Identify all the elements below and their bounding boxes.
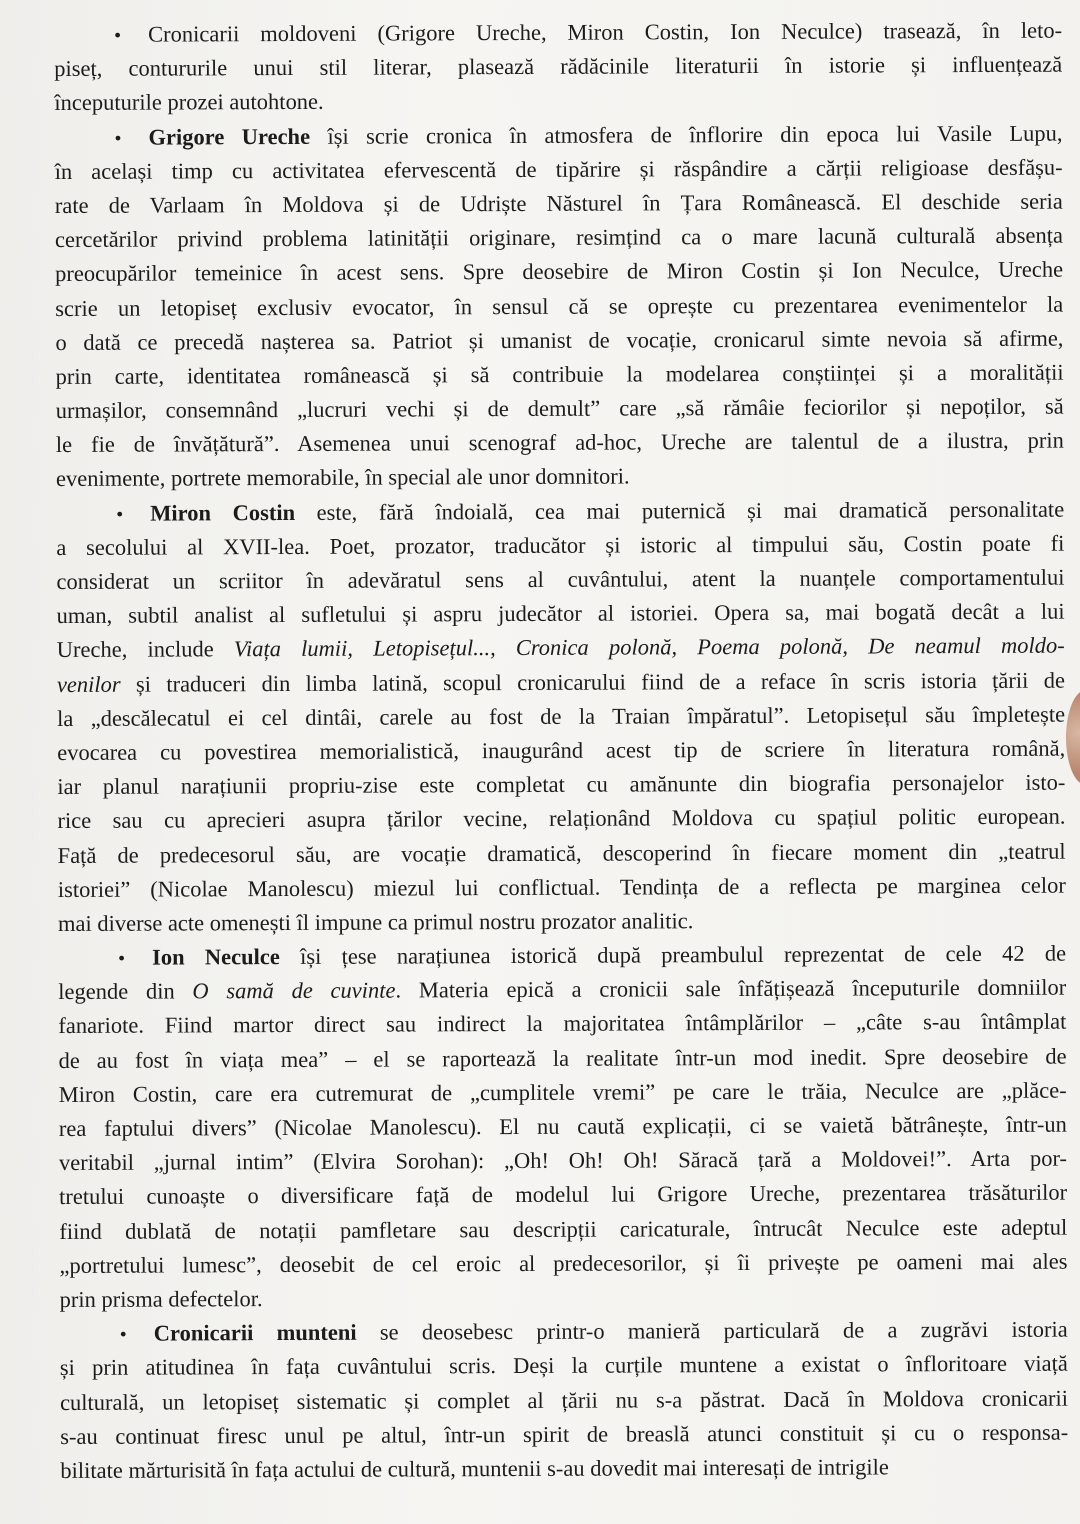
text-line	[56, 526, 1064, 565]
text-line	[60, 1415, 1068, 1454]
text-segment: și prin atitudinea în fața cuvântului scris. Deși la curțile muntene a existat o înfloritoare viață	[59, 1350, 1068, 1381]
text-segment: rate de Varlaam în Moldova și de Udriște Năsturel în Țara Românească. El deschide seria	[54, 188, 1063, 218]
bullet-icon: •	[114, 127, 122, 150]
document-page	[54, 14, 1068, 1488]
text-segment: este, fără îndoială, cea mai puternică și mai dramatică personalitate	[295, 496, 1065, 525]
text-segment: își țese narațiunea istorică după preambulul reprezentat de cele 42 de	[279, 940, 1067, 970]
finger-holding-page	[1066, 690, 1080, 785]
text-line	[58, 868, 1066, 907]
text-line	[58, 834, 1066, 873]
text-line	[60, 1381, 1068, 1420]
text-line	[58, 937, 1066, 976]
text-segment: le fie de învățătură”. Asemenea unui scenograf ad-hoc, Ureche are talentul de a ilustra, prin	[55, 427, 1064, 458]
text-line	[56, 458, 1064, 497]
text-line	[59, 1073, 1067, 1112]
bullet-icon: •	[114, 24, 122, 47]
text-segment: la „descălecatul ei cel dintâi, carele au fost de la Traian împăratul”. Letopisețul său împletește	[57, 701, 1066, 731]
paragraph	[60, 1313, 1069, 1488]
text-line	[56, 492, 1064, 531]
italic-title: Viața lumii, Letopisețul..., Cronica polonă, Poema polonă, De neamul moldo-	[233, 632, 1065, 662]
text-line	[58, 1005, 1066, 1044]
text-segment: se deosebesc printr-o manieră particulară de a zugrăvi istoria	[356, 1316, 1068, 1345]
text-line	[55, 321, 1063, 360]
text-segment: evocarea cu povestirea memorialistică, inaugurând acest tip de scriere în literatura română,	[57, 735, 1066, 765]
text-segment: prin carte, identitatea românească și să contribuie la modelarea conștiinței și a moralității	[55, 359, 1064, 389]
text-segment: Ureche, include	[56, 636, 234, 663]
text-segment: Miron Costin, care era cutremurat de „cumplitele vremi” pe care le trăia, Neculce are „plăce-	[58, 1077, 1067, 1107]
text-line	[58, 902, 1066, 941]
text-line	[58, 971, 1066, 1010]
text-segment: fiind dublată de notații pamfletare sau descripții caricaturale, întrucât Neculce este adeptul	[59, 1214, 1068, 1244]
text-segment: piseț, contururile unui stil literar, plasează rădăcinile literaturii în istorie și influențează	[54, 51, 1063, 82]
text-segment: istoriei” (Nicolae Manolescu) miezul lui conflictual. Tendința de a reflecta pe marginea celor	[57, 872, 1066, 902]
text-segment: a secolului al XVII-lea. Poet, prozator, traducător și istoric al timpului său, Costin poate fi	[56, 530, 1065, 560]
text-line	[60, 1313, 1068, 1352]
text-line	[54, 14, 1062, 53]
text-line	[59, 1108, 1067, 1147]
text-segment: mai diverse acte omenești îl impune ca primul nostru prozator analitic.	[57, 908, 694, 936]
text-segment: iar planul narațiunii propriu-zise este completat cu amănunte din biografia personajelor isto-	[57, 769, 1066, 800]
text-line	[54, 116, 1062, 155]
text-segment: în același timp cu activitatea efervescentă de tipărire și răspândire a cărții religioase desfășu-	[54, 154, 1063, 184]
text-segment: își scrie cronica în atmosfera de înflorire din epoca lui Vasile Lupu,	[309, 120, 1063, 149]
bold-lead-term: Ion Neculce	[152, 944, 280, 970]
text-segment: de au fost în viața mea” – el se raportează la realitate într-un mod inedit. Spre deosebire de	[58, 1043, 1067, 1073]
paragraph	[54, 116, 1064, 496]
paragraph	[56, 492, 1066, 941]
text-segment: s-au continuat firesc unul pe altul, într-un spirit de breaslă atunci constituit și cu o responsa-	[60, 1419, 1069, 1449]
text-line	[60, 1449, 1068, 1488]
text-segment: culturală, un letopiseț sistematic și complet al țării nu s-a păstrat. Dacă în Moldova cronicarii	[59, 1385, 1069, 1415]
bold-lead-term: Grigore Ureche	[148, 123, 311, 150]
text-segment: legende din	[58, 978, 193, 1005]
text-line	[56, 561, 1064, 600]
text-line	[59, 1244, 1067, 1283]
text-line	[60, 1279, 1068, 1318]
text-segment: scrie un letopiseț exclusiv evocator, în sensul că se oprește cu prezentarea evenimentelor la	[55, 291, 1064, 321]
text-line	[57, 629, 1065, 668]
text-line	[57, 697, 1065, 736]
text-line	[55, 287, 1063, 326]
text-line	[57, 766, 1065, 805]
text-line	[55, 355, 1063, 394]
text-segment: Față de predecesorul său, are vocație dramatică, descoperind în fiecare moment din „teatrul	[57, 838, 1066, 868]
text-segment: urmașilor, consemnând „lucruri vechi și de demult” care „să rămâie feciorilor și nepoților, să	[55, 393, 1064, 424]
bullet-icon: •	[118, 947, 126, 970]
text-line	[59, 1142, 1067, 1181]
text-line	[54, 82, 1062, 121]
text-line	[56, 424, 1064, 463]
bullet-icon: •	[116, 503, 124, 526]
italic-title: venilor	[56, 671, 121, 697]
text-line	[57, 800, 1065, 839]
text-segment: o dată ce precedă nașterea sa. Patriot și umanist de vocație, cronicarul simte nevoia să afirme,	[55, 325, 1064, 355]
text-segment: evenimente, portrete memorabile, în special ale unor domnitori.	[55, 463, 630, 492]
text-line	[55, 185, 1063, 224]
text-line	[55, 253, 1063, 292]
text-line	[57, 595, 1065, 634]
paragraph	[58, 937, 1068, 1317]
italic-title: O samă de cuvinte	[192, 977, 396, 1004]
text-segment: „portretului lumesc”, deosebit de cel eroic al predecesorilor, și îi privește pe oameni mai ales	[59, 1248, 1068, 1278]
text-segment: . Materia epică a cronicii sale înfățișează începuturile domniilor	[395, 974, 1067, 1003]
text-line	[55, 150, 1063, 189]
text-segment: prin prisma defectelor.	[59, 1286, 263, 1312]
text-line	[54, 48, 1062, 87]
paragraph	[54, 14, 1062, 121]
text-line	[56, 390, 1064, 429]
text-line	[55, 219, 1063, 258]
text-line	[59, 1210, 1067, 1249]
text-segment: uman, subtil analist al sufletului și aspru judecător al istoriei. Opera sa, mai bogată decât a lui	[56, 598, 1065, 629]
text-segment: fanariote. Fiind martor direct sau indirect la majoritatea întâmplărilor – „câte s-au întâmplat	[58, 1009, 1067, 1039]
text-segment: preocupărilor temeinice în acest sens. Spre deosebire de Miron Costin și Ion Neculce, Ureche	[55, 256, 1064, 287]
text-segment: considerat un scriitor în adevăratul sens al cuvântului, atent la nuanțele comportamentului	[56, 564, 1065, 594]
text-line	[59, 1176, 1067, 1215]
text-segment: și traduceri din limba latină, scopul cronicarului fiind de a reface în scris istoria țării de	[120, 667, 1065, 697]
text-line	[57, 663, 1065, 702]
bold-lead-term: Cronicarii munteni	[153, 1319, 357, 1346]
text-segment: Cronicarii moldoveni (Grigore Ureche, Miron Costin, Ion Neculce) trasează, în leto-	[148, 17, 1063, 47]
text-line	[60, 1347, 1068, 1386]
text-segment: bilitate mărturisită în fața actului de cultură, muntenii s-au dovedit mai interesați de intrigile	[60, 1454, 889, 1483]
bullet-icon: •	[119, 1323, 127, 1346]
text-segment: rea faptului divers” (Nicolae Manolescu). El nu caută explicații, ci se vaietă bătrânește, într-un	[58, 1111, 1067, 1141]
bold-lead-term: Miron Costin	[150, 499, 296, 526]
text-line	[58, 1039, 1066, 1078]
text-segment: tretului cunoaște o diversificare față de modelul lui Grigore Ureche, prezentarea trăsăturilor	[59, 1179, 1068, 1210]
text-segment: cercetărilor privind problema latinității originare, resimțind ca o mare lacună culturală absența	[54, 222, 1064, 253]
text-segment: veritabil „jurnal intim” (Elvira Sorohan): „Oh! Oh! Oh! Săracă țară a Moldovei!”. Arta por-	[58, 1145, 1068, 1176]
text-line	[57, 732, 1065, 771]
text-segment: rice sau cu aprecieri asupra țărilor vecine, relaționând Moldova cu spațiul politic european.	[57, 803, 1066, 834]
text-segment: începuturile prozei autohtone.	[54, 89, 324, 116]
